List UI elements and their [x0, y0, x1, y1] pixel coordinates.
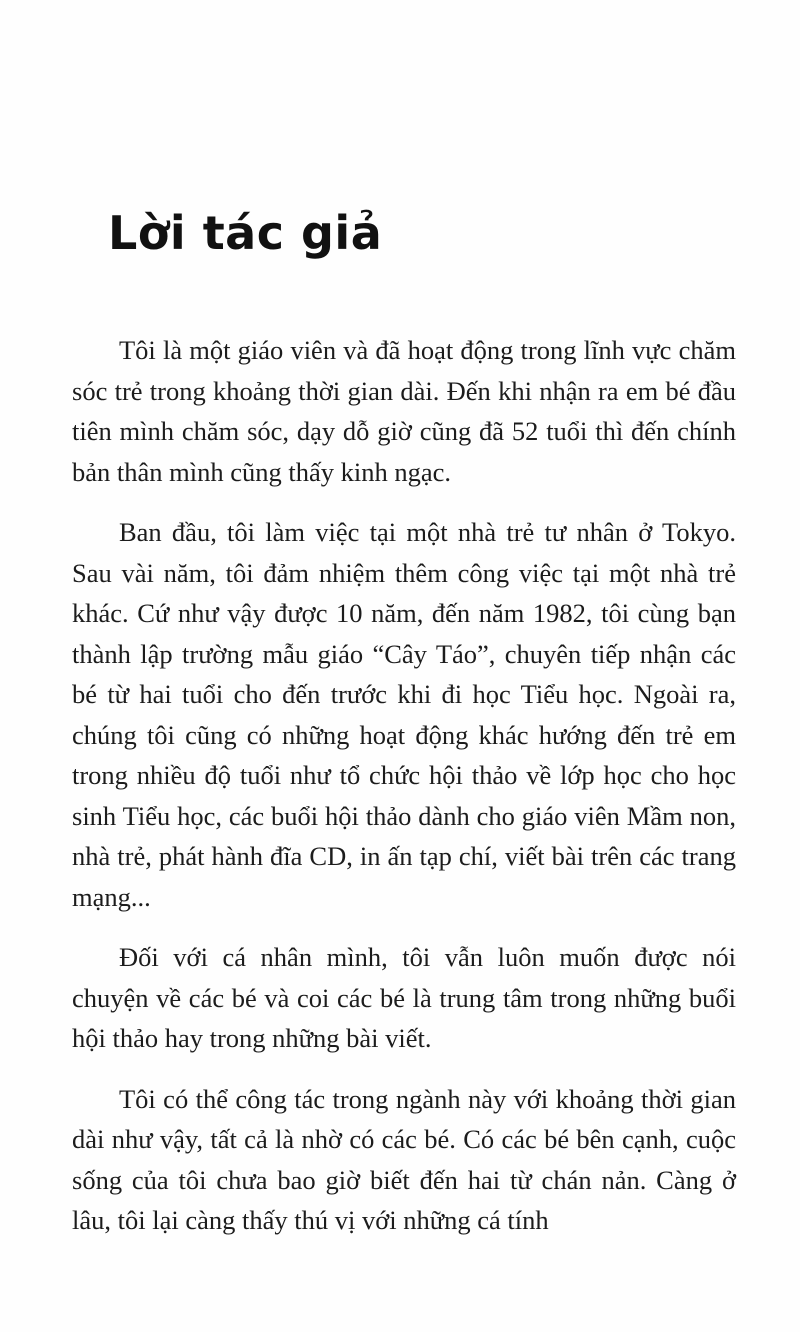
paragraph-4: Tôi có thể công tác trong ngành này với khoảng thời gian dài như vậy, tất cả là nhờ có các bé. Có các bé bên cạnh, cuộc sống của tôi chưa bao giờ biết đến hai từ chán nản. Càng ở lâu, tôi lại càng thấy thú vị với những cá tính: [72, 1083, 736, 1235]
paragraph-3: Đối với cá nhân mình, tôi vẫn luôn muốn được nói chuyện về các bé và coi các bé là trung tâm trong những buổi hội thảo hay trong những bài viết.: [72, 942, 736, 1053]
body-text: [72, 330, 736, 1261]
chapter-title: Lời tác giả: [108, 206, 383, 260]
paragraph-1: Tôi là một giáo viên và đã hoạt động trong lĩnh vực chăm sóc trẻ trong khoảng thời gian dài. Đến khi nhận ra em bé đầu tiên mình chăm sóc, dạy dỗ giờ cũng đã 52 tuổi thì đến chính bản thân mình cũng thấy kinh ngạc.: [72, 335, 736, 487]
paragraph-2: Ban đầu, tôi làm việc tại một nhà trẻ tư nhân ở Tokyo. Sau vài năm, tôi đảm nhiệm thêm công việc tại một nhà trẻ khác. Cứ như vậy được 10 năm, đến năm 1982, tôi cùng bạn thành lập trường mẫu giáo “Cây Táo”, chuyên tiếp nhận các bé từ hai tuổi cho đến trước khi đi học Tiểu học. Ngoài ra, chúng tôi cũng có những hoạt động khác hướng đến trẻ em trong nhiều độ tuổi như tổ chức hội thảo về lớp học cho học sinh Tiểu học, các buổi hội thảo dành cho giáo viên Mầm non, nhà trẻ, phát hành đĩa CD, in ấn tạp chí, viết bài trên các trang mạng...: [72, 517, 736, 912]
